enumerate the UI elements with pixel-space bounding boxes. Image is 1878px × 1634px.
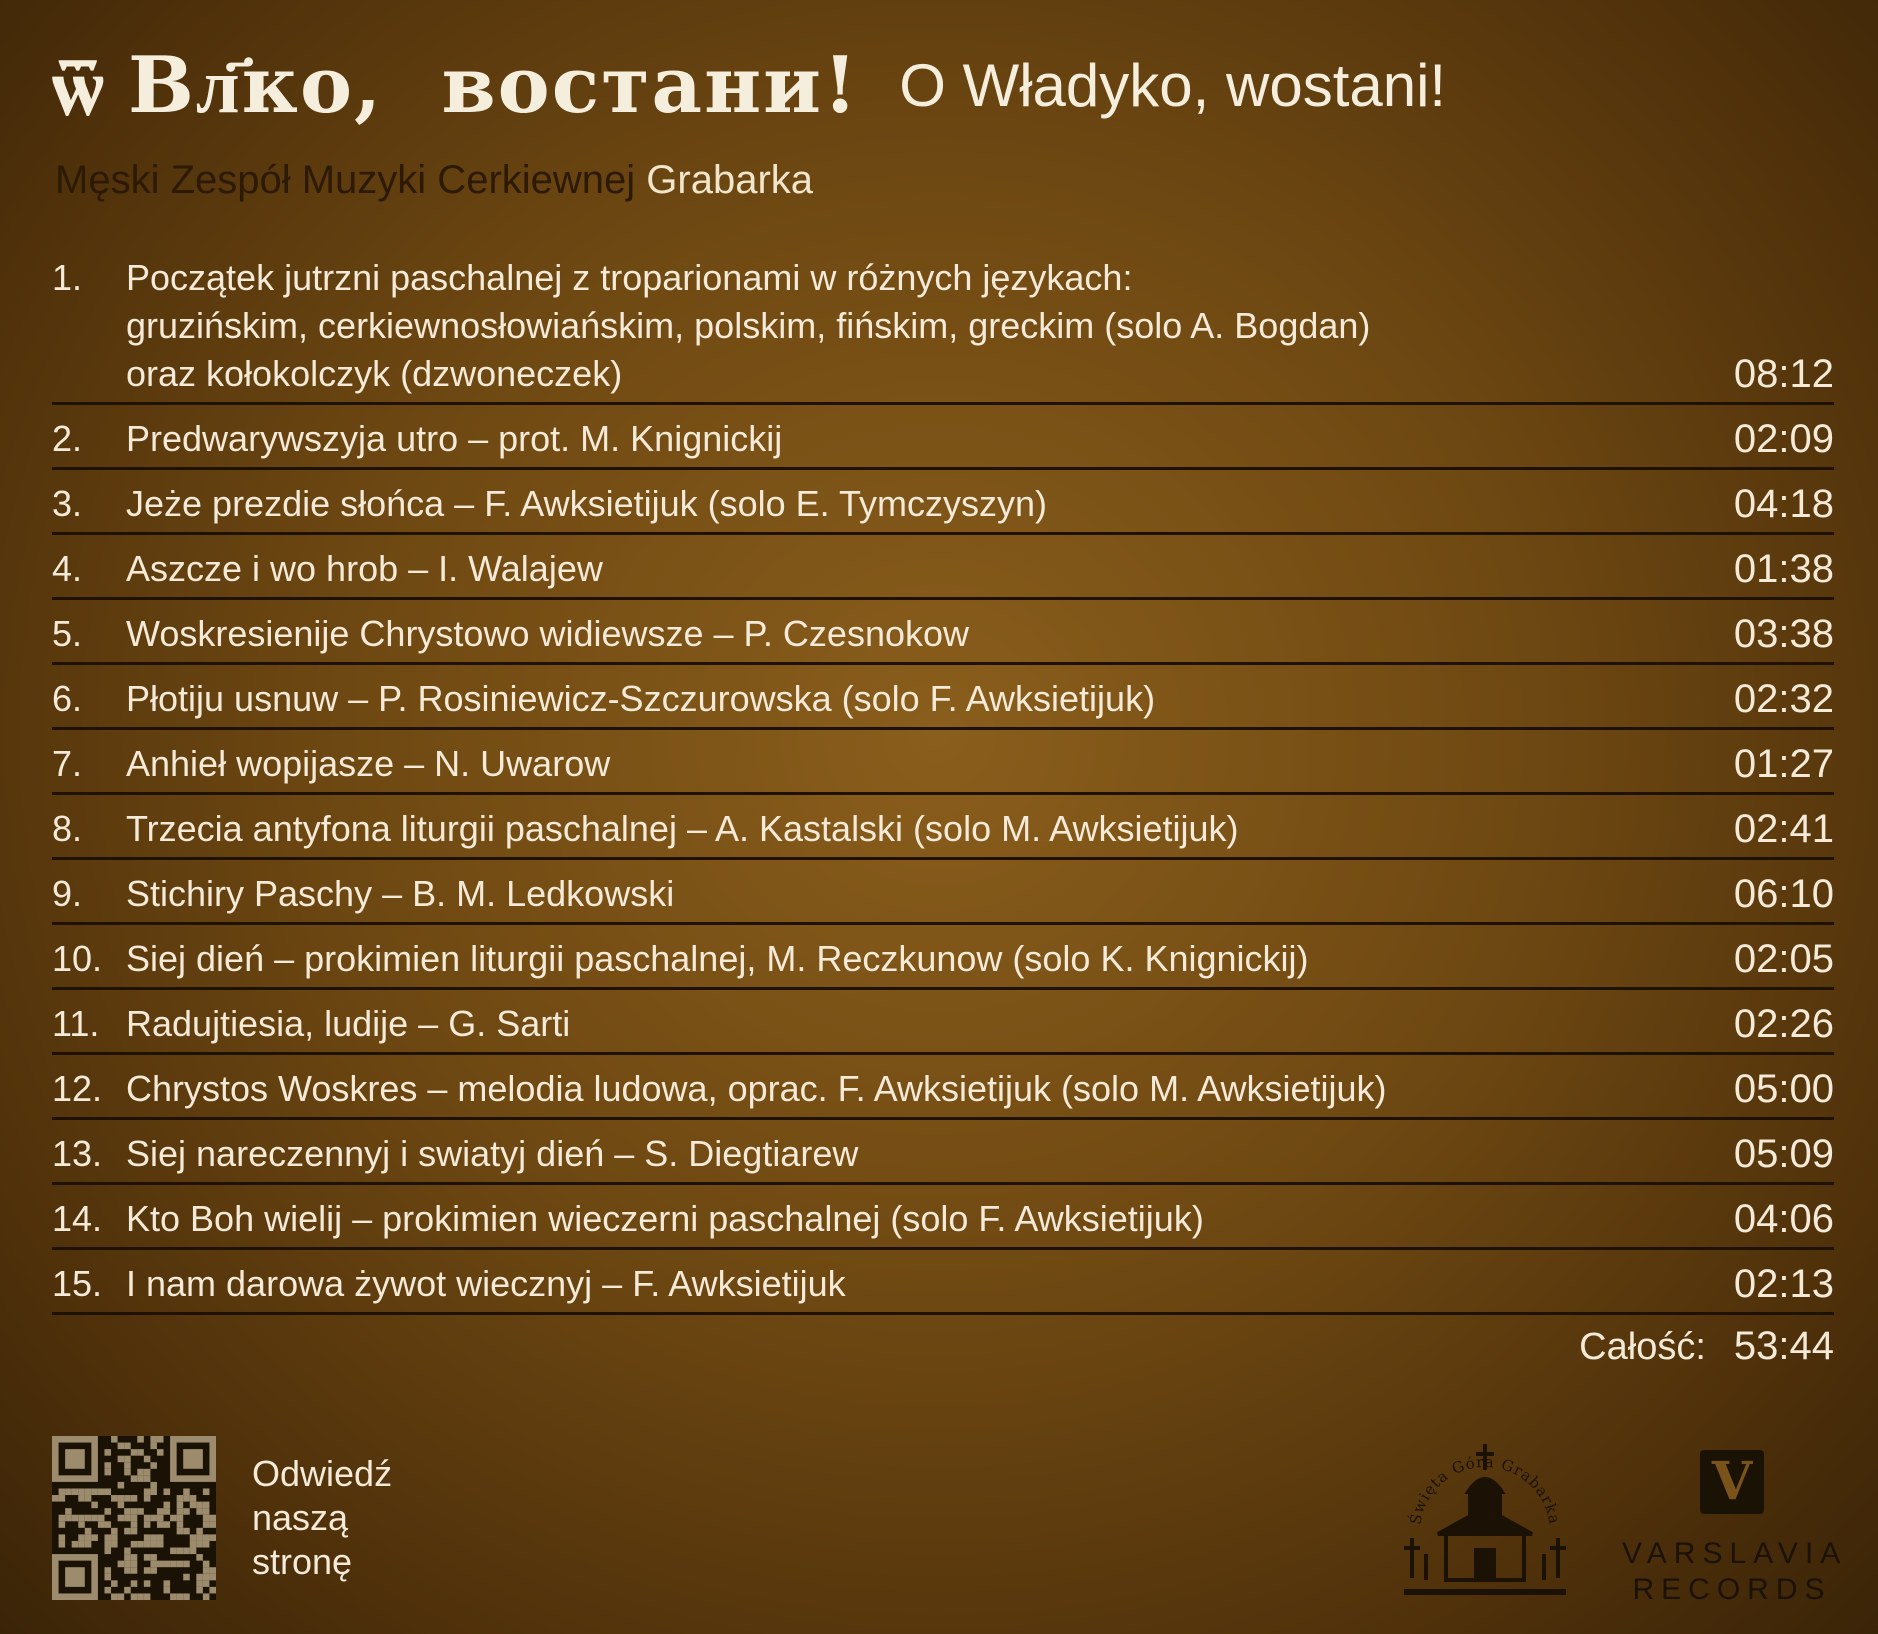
album-title-polish: O Władyko, wostani! <box>899 52 1447 119</box>
track-row <box>52 994 1834 1055</box>
track-title <box>126 1254 1714 1308</box>
track-row <box>52 1059 1834 1120</box>
track-title-line: Jeże prezdie słońca – F. Awksietijuk (solo E. Tymczyszyn) <box>126 483 1048 524</box>
ensemble-name-grabarka: Grabarka <box>646 158 814 202</box>
total-label: Całość: <box>1579 1326 1706 1368</box>
track-row <box>52 539 1834 600</box>
track-title <box>126 994 1714 1048</box>
church-icon <box>1390 1422 1580 1600</box>
qr-code-image <box>52 1436 216 1600</box>
track-row <box>52 248 1834 405</box>
track-row <box>52 929 1834 990</box>
track-title-line: Trzecia antyfona liturgii paschalnej – A. Kastalski (solo M. Awksietijuk) <box>126 808 1239 849</box>
varslavia-mark-icon: V <box>1700 1450 1764 1514</box>
track-title-line: Stichiry Paschy – B. M. Ledkowski <box>126 873 675 914</box>
track-row <box>52 734 1834 795</box>
track-duration: 01:27 <box>1733 742 1834 786</box>
track-duration: 01:38 <box>1733 547 1834 591</box>
varslavia-records-logo <box>1622 1450 1848 1608</box>
track-title-line: Woskresienije Chrystowo widiewsze – P. Czesnokow <box>126 613 970 654</box>
track-number: 15. <box>52 1263 103 1304</box>
track-title-line: Aszcze i wo hrob – I. Walajew <box>126 548 603 589</box>
track-title-line: gruzińskim, cerkiewnosłowiańskim, polskim, fińskim, greckim (solo A. Bogdan) <box>126 305 1371 346</box>
track-row <box>52 474 1834 535</box>
track-title-line: Siej nareczennyj i swiatyj dień – S. Diegtiarew <box>126 1133 859 1174</box>
track-title <box>126 474 1714 528</box>
total-duration <box>1579 1324 1834 1369</box>
track-title <box>126 1124 1714 1178</box>
track-number: 8. <box>52 808 83 849</box>
track-row <box>52 604 1834 665</box>
track-duration: 03:38 <box>1733 612 1834 656</box>
track-number: 6. <box>52 678 83 719</box>
track-row <box>52 1124 1834 1185</box>
track-duration: 08:12 <box>1733 352 1834 396</box>
slavonic-ornament-glyph: ѿ <box>52 35 104 135</box>
grabarka-logo <box>1390 1422 1580 1600</box>
track-number: 7. <box>52 743 83 784</box>
track-number: 3. <box>52 483 83 524</box>
track-duration: 02:05 <box>1733 937 1834 981</box>
track-title-line: Predwarywszyja utro – prot. M. Knignickij <box>126 418 783 459</box>
track-row <box>52 409 1834 470</box>
track-number: 5. <box>52 613 83 654</box>
track-duration: 06:10 <box>1733 872 1834 916</box>
track-title <box>126 734 1714 788</box>
tracklist <box>52 248 1834 1319</box>
track-row <box>52 669 1834 730</box>
track-title-line: Radujtiesia, ludije – G. Sarti <box>126 1003 571 1044</box>
track-duration: 04:06 <box>1733 1197 1834 1241</box>
ensemble-name-main: Męski Zespół Muzyki Cerkiewnej <box>55 158 636 202</box>
track-title-line: Anhieł wopijasze – N. Uwarow <box>126 743 611 784</box>
track-title <box>126 1189 1714 1243</box>
album-title-slavonic: Вл҃ко, востани! <box>127 40 860 131</box>
label-name-line1: VARSLAVIA <box>1622 1537 1848 1570</box>
track-number: 1. <box>52 257 83 298</box>
track-duration: 02:26 <box>1733 1002 1834 1046</box>
track-title <box>126 539 1714 593</box>
label-name-line2: RECORDS <box>1632 1573 1832 1606</box>
track-row <box>52 1254 1834 1315</box>
grabarka-seal-text: Święta Góra Grabarka <box>1406 1452 1564 1526</box>
track-duration: 05:09 <box>1733 1132 1834 1176</box>
album-title <box>52 35 1447 135</box>
track-title <box>126 248 1714 398</box>
track-title-line: Siej dień – prokimien liturgii paschalnej, M. Reczkunow (solo K. Knignickij) <box>126 938 1309 979</box>
qr-code[interactable] <box>52 1436 216 1600</box>
track-row <box>52 799 1834 860</box>
track-row <box>52 864 1834 925</box>
track-title <box>126 929 1714 983</box>
track-duration: 02:32 <box>1733 677 1834 721</box>
track-number: 10. <box>52 938 103 979</box>
track-title <box>126 799 1714 853</box>
track-title <box>126 864 1714 918</box>
track-title-line: I nam darowa żywot wiecznyj – F. Awksietijuk <box>126 1263 846 1304</box>
track-number: 4. <box>52 548 83 589</box>
ensemble-name <box>55 158 813 203</box>
visit-website-text <box>252 1452 432 1584</box>
visit-line: naszą <box>252 1497 349 1538</box>
track-title-line: Płotiju usnuw – P. Rosiniewicz-Szczurowska (solo F. Awksietijuk) <box>126 678 1156 719</box>
track-title-line: Chrystos Woskres – melodia ludowa, oprac. F. Awksietijuk (solo M. Awksietijuk) <box>126 1068 1387 1109</box>
track-number: 11. <box>52 1003 100 1044</box>
visit-line: Odwiedź <box>252 1453 393 1494</box>
track-title <box>126 669 1714 723</box>
track-title-line: oraz kołokolczyk (dzwoneczek) <box>126 353 623 394</box>
track-duration: 02:09 <box>1733 417 1834 461</box>
track-duration: 04:18 <box>1733 482 1834 526</box>
track-number: 13. <box>52 1133 103 1174</box>
track-row <box>52 1189 1834 1250</box>
track-number: 9. <box>52 873 83 914</box>
track-number: 2. <box>52 418 83 459</box>
track-title <box>126 604 1714 658</box>
visit-line: stronę <box>252 1541 353 1582</box>
track-title-line: Kto Boh wielij – prokimien wieczerni paschalnej (solo F. Awksietijuk) <box>126 1198 1204 1239</box>
track-duration: 05:00 <box>1733 1067 1834 1111</box>
track-title-line: Początek jutrzni paschalnej z troparionami w różnych językach: <box>126 257 1133 298</box>
track-title <box>126 409 1714 463</box>
track-number: 14. <box>52 1198 103 1239</box>
track-number: 12. <box>52 1068 103 1109</box>
total-value: 53:44 <box>1733 1324 1834 1368</box>
track-duration: 02:41 <box>1733 807 1834 851</box>
track-title <box>126 1059 1714 1113</box>
track-duration: 02:13 <box>1733 1262 1834 1306</box>
